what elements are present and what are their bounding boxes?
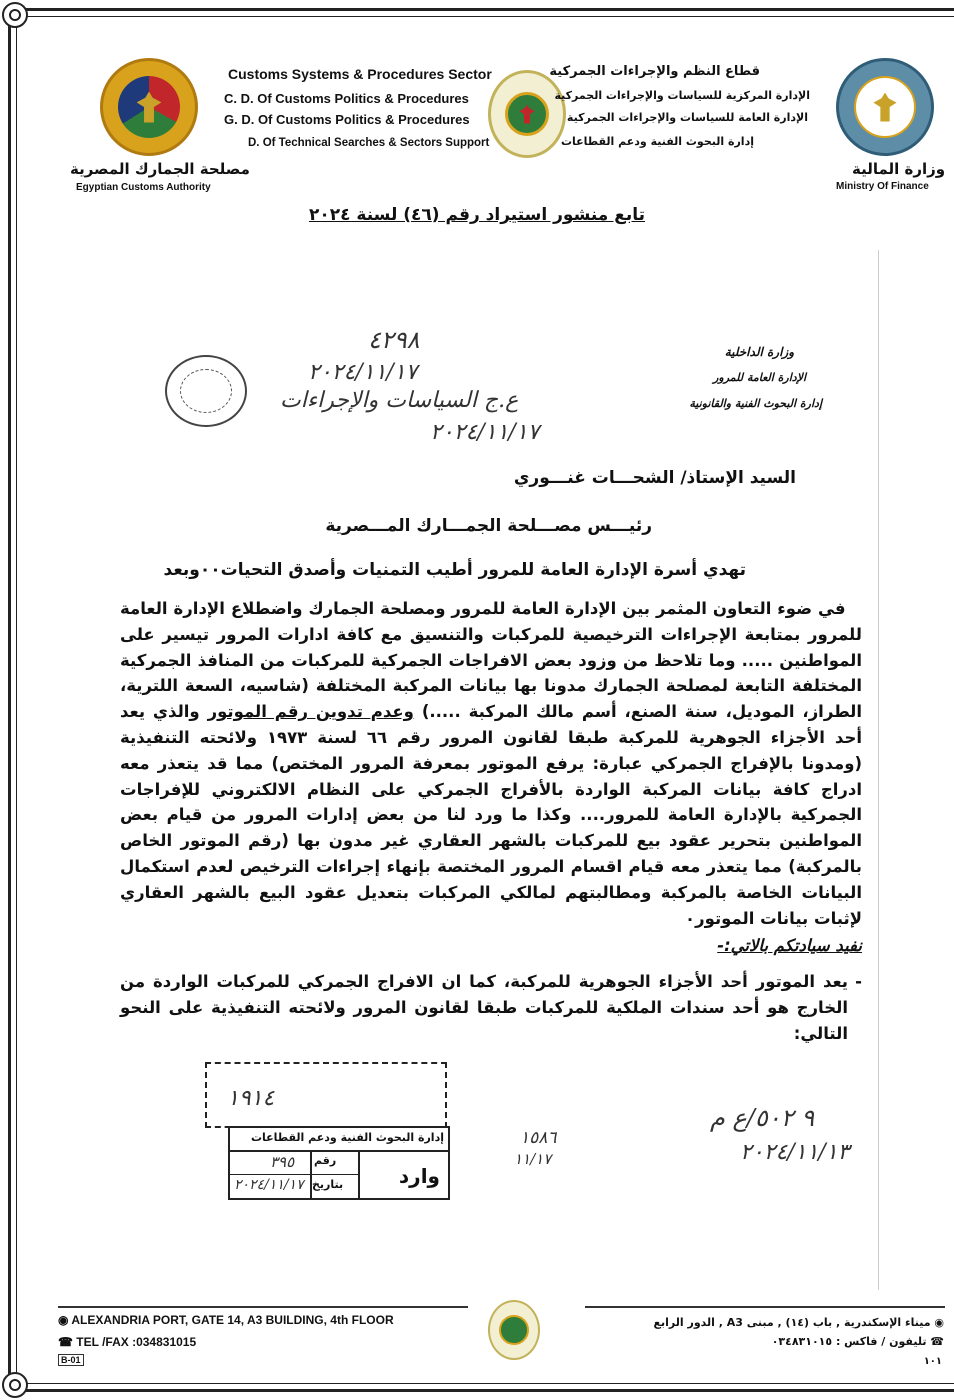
sender-dept: الإدارة العامة للمرور — [713, 371, 806, 384]
customs-authority-en: Egyptian Customs Authority — [76, 182, 211, 193]
document-title: تابع منشور استيراد رقم (٤٦) لسنة ٢٠٢٤ — [308, 205, 646, 225]
recipient-title: رئيـــس مصـــلحة الجمـــارك المـــصرية — [325, 516, 652, 536]
sector-seal — [488, 70, 566, 158]
corner-ornament — [2, 1372, 28, 1398]
sector-en: Customs Systems & Procedures Sector — [228, 66, 492, 82]
stamp-dept: إدارة البحوث الفنية ودعم القطاعات — [250, 1131, 444, 1144]
handwritten-date: ٢٠٢٤/١١/١٧ — [308, 360, 418, 385]
ministry-en: Ministry Of Finance — [836, 181, 929, 192]
sender-subdept: إدارة البحوث الفنية والقانونية — [689, 397, 822, 410]
paragraph-part-b: والذي يعد أحد الأجزاء الجوهرية للمركبة طبقا لقانون المرور رقم ٦٦ لسنة ١٩٧٣ ولائحته التنفيذية (ومدونا بالإفراج الجمركي عبارة: يرفع الموتور بمعرفة المرور المختص) مما قد يتعذر معه ادراج كافة بيانات المركبة الواردة بالأفراج الجمركي على النظام الالكتروني للإفراجات الجمركية بالإدارة العامة للمرور.... وكذا ما ورد لنا من بعض إدارات المرور من قيام بعض المواطنين بتحرير عقود بيع للمركبات بالشهر العقاري غير مدون بها (رقم الموتور الخاص بالمركبة) مما يتعذر معه قيام اقسام المرور المختصة بإنهاء إجراءات الترخيص لعدم استكمال البيانات الخاصة بالمركبة ومطالبتهم لمالكي المركبات بتعديل عقود البيع بالشهر العقاري لإثبات بيانات الموتور٠ — [120, 702, 862, 928]
underlined-phrase: وعدم تدوين رقم الموتور — [207, 702, 414, 722]
greeting: تهدي أسرة الإدارة العامة للمرور أطيب التمنيات وأصدق التحيات٠٠وبعد — [163, 560, 746, 580]
handwritten-right-date: ٢٠٢٤/١١/١٣ — [740, 1140, 850, 1165]
handwritten-right-code: ٩ ٥٠٢/ع م — [710, 1104, 815, 1132]
handwritten-date-2: ٢٠٢٤/١١/١٧ — [430, 420, 540, 445]
tel-en: ☎ TEL /FAX :034831015 — [58, 1335, 197, 1349]
incoming-stamp-outer — [205, 1062, 447, 1128]
bullet-item: يعد الموتور أحد الأجزاء الجوهرية للمركبة، كما ان الافراج الجمركي للمركبات الواردة من الخارج هو أحد سندات الملكية للمركبات طبقا لقانون المرور ولائحته التنفيذية على النحو التالي: — [120, 972, 848, 1043]
general-dept-ar: الإدارة العامة للسياسات والإجراءات الجمركية — [566, 111, 808, 124]
stamp-date-label: بتاريخ — [312, 1178, 344, 1191]
handwritten-note: ع.ج السياسات والإجراءات — [280, 388, 519, 413]
central-dept-en: C. D. Of Customs Politics & Procedures — [224, 91, 469, 106]
stamp-number-value: ٣٩٥ — [270, 1153, 295, 1171]
phone-icon: ☎ — [58, 1335, 73, 1349]
tech-dept-en: D. Of Technical Searches & Sectors Support — [248, 137, 490, 149]
stamp-handwritten-number: ١٩١٤ — [227, 1086, 275, 1111]
inform-heading: نفيد سيادتكم بالاتي:- — [717, 936, 862, 956]
tech-dept-ar: إدارة البحوث الفنية ودعم القطاعات — [560, 135, 754, 148]
ministry-ar: وزارة المالية — [852, 160, 946, 178]
customs-authority-logo — [100, 58, 198, 156]
general-dept-en: G. D. Of Customs Politics & Procedures — [224, 112, 470, 127]
handwritten-center-number: ١٥٨٦ — [520, 1128, 557, 1148]
central-dept-ar: الإدارة المركزية للسياسات والإجراءات الجمركية — [554, 89, 810, 102]
eagle-icon — [137, 92, 162, 123]
address-ar: ◉ ميناء الإسكندرية , باب (١٤) , مبنى A3 , الدور الرابع — [653, 1316, 944, 1329]
form-code: B-01 — [58, 1354, 84, 1366]
corner-ornament — [2, 2, 28, 28]
stamp-incoming: وارد — [398, 1164, 440, 1188]
tel-ar: ☎ تليفون / فاكس : ٠٣٤٨٣١٠١٥ — [771, 1335, 944, 1348]
stamp-date-value: ٢٠٢٤/١١/١٧ — [234, 1177, 304, 1193]
paragraph-part-a: في ضوء التعاون المثمر بين الإدارة العامة للمرور ومصلحة الجمارك واضطلاع الإدارة العامة للمرور بمتابعة الإجراءات الترخيصية للمركبات والتنسيق مع كافة ادارات المرور تيسير على المواطنين ..... وما تلاحظ من وزود بعض الافراجات الجمركية للمركبات من المنافذ الجمركية المختلفة التابعة لمصلحة الجمارك مدونا بها بيانات المركبة المختلفة (شاسيه، السعة اللترية، الطراز، الموديل، سنة الصنع، أسم مالك المركبة .....) — [120, 599, 863, 722]
sector-ar: قطاع النظم والإجراءات الجمركية — [549, 64, 760, 79]
footer-rule-right — [585, 1306, 945, 1308]
handwritten-ref: ٤٢٩٨ — [368, 326, 420, 354]
round-stamp — [165, 355, 247, 427]
footer-seal — [488, 1300, 540, 1360]
phone-icon: ☎ — [930, 1335, 944, 1348]
location-pin-icon: ◉ — [934, 1316, 944, 1329]
stamp-number-label: رقم — [314, 1154, 337, 1167]
sender-ministry: وزارة الداخلية — [724, 345, 794, 359]
recipient-name: السيد الإستاذ/ الشحـــات غنـــوري — [513, 468, 796, 488]
customs-authority-ar: مصلحة الجمارك المصرية — [70, 160, 250, 178]
location-pin-icon: ◉ — [58, 1313, 69, 1327]
ministry-finance-logo — [836, 58, 934, 156]
incoming-stamp — [228, 1126, 450, 1200]
footer-rule-left — [58, 1306, 468, 1308]
letter-body: في ضوء التعاون المثمر بين الإدارة العامة للمرور ومصلحة الجمارك واضطلاع الإدارة العامة للمرور بمتابعة الإجراءات الترخيصية للمركبات والتنسيق مع كافة ادارات المرور تيسير على المواطنين ..... وما تلاحظ من وزود بعض الافراجات الجمركية للمركبات من المنافذ الجمركية المختلفة التابعة لمصلحة الجمارك مدونا بها بيانات المركبة المختلفة (شاسيه، السعة اللترية، الطراز، الموديل، سنة الصنع، أسم مالك المركبة .....) وعدم تدوين رقم الموتور والذي يعد أحد الأجزاء الجوهرية للمركبة طبقا لقانون المرور رقم ٦٦ لسنة ١٩٧٣ ولائحته التنفيذية (ومدونا بالإفراج الجمركي عبارة: يرفع الموتور بمعرفة المرور المختص) مما قد يتعذر معه ادراج كافة بيانات المركبة الواردة بالأفراج الجمركي على النظام الالكتروني للإفراجات الجمركية بالإدارة العامة للمرور.... وكذا ما ورد لنا من بعض إدارات المرور من قيام بعض المواطنين بتحرير عقود بيع للمركبات بالشهر العقاري غير مدون بها (رقم الموتور الخاص بالمركبة) مما يتعذر معه قيام اقسام المرور المختصة بإنهاء إجراءات الترخيص لعدم استكمال البيانات الخاصة بالمركبة ومطالبتهم لمالكي المركبات بتعديل عقود البيع بالشهر العقاري لإثبات بيانات الموتور٠ نفيد سيادتكم بالاتي:- - يعد الموتور أحد الأجزاء الجوهرية للمركبة، كما ان الافراج الجمركي للمركبات الواردة من الخارج هو أحد سندات الملكية للمركبات طبقا لقانون المرور ولائحته التنفيذية على النحو التالي: — [120, 599, 863, 1043]
handwritten-center-date: ١١/١٧ — [514, 1150, 552, 1168]
page-code-ar: ١٠١ — [923, 1356, 942, 1367]
address-en: ◉ ALEXANDRIA PORT, GATE 14, A3 BUILDING, 4th FLOOR — [58, 1313, 394, 1327]
